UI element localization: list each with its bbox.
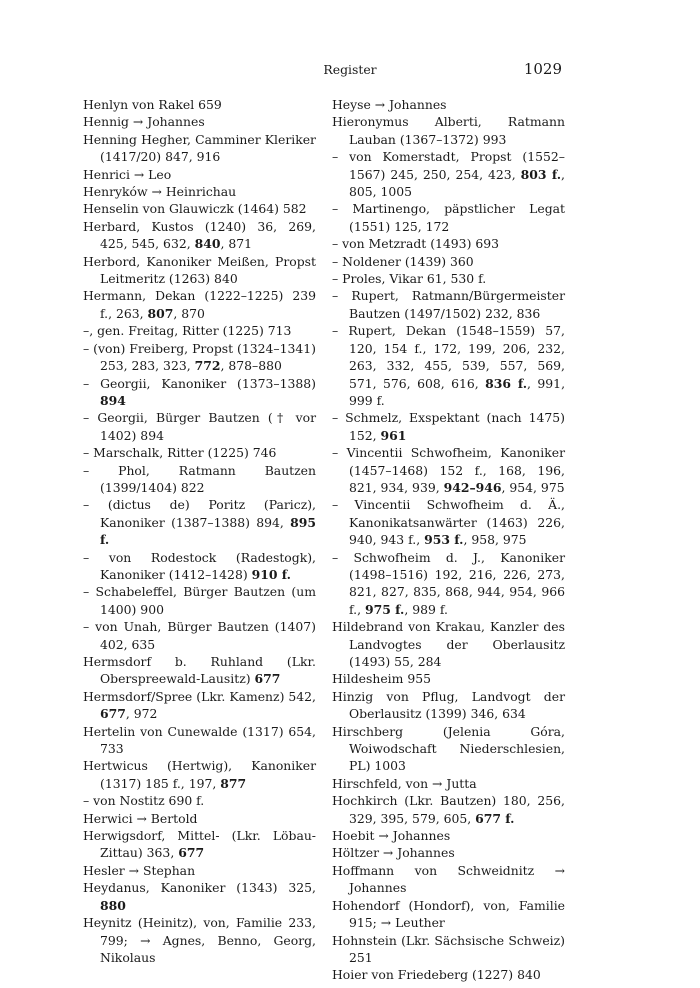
entry-text: , 871 (220, 236, 252, 252)
main-reference-page: 803 f. (520, 166, 562, 182)
entry-text: Hoffmann von Schweidnitz → Johannes (332, 862, 565, 896)
entry-text: , 870 (173, 305, 205, 321)
index-entry (83, 688, 316, 723)
entry-text: – Rupert, Ratmann/Bürgermeister Bautzen (1497/1502) 232, 836 (332, 288, 565, 321)
entry-text: – Schmelz, Exspektant (nach 1475) 152, (332, 410, 565, 443)
index-entry (83, 253, 316, 288)
entry-text: Hermann, Dekan (1222–1225) 239 f., 263, (83, 288, 316, 321)
index-entry (83, 549, 316, 584)
index-entry (332, 444, 565, 496)
index-entry (83, 914, 316, 966)
index-entry (332, 148, 565, 200)
entry-text: Herbord, Kanoniker Meißen, Propst Leitmeritz (1263) 840 (83, 253, 316, 287)
entry-text: Herbard, Kustos (1240) 36, 269, 425, 545, 632, (83, 218, 316, 252)
main-reference-page: 677 (100, 706, 126, 722)
entry-text: Hoebit → Johannes (332, 828, 451, 844)
entry-text: Hertwicus (Hertwig), Kanoniker (1317) 185 f., 197, (83, 758, 316, 791)
entry-text: – von Rodestock (Radestogk), Kanoniker (1412–1428) (83, 549, 316, 582)
index-entry (83, 827, 316, 862)
index-entry (83, 340, 316, 375)
entry-text: Hirschfeld, von → Jutta (332, 775, 477, 791)
entry-text: – Phol, Ratmann Bautzen (1399/1404) 822 (83, 462, 316, 495)
entry-text: – von Metzradt (1493) 693 (332, 236, 499, 252)
running-header: Register (323, 62, 377, 77)
entry-text: Herwici → Bertold (83, 810, 198, 826)
entry-text: – Georgii, Bürger Bautzen († vor 1402) 894 (83, 410, 316, 443)
main-reference-page: 895 f. (100, 514, 316, 548)
entry-text: Hieronymus Alberti, Ratmann Lauban (1367–1372) 993 (332, 114, 565, 147)
index-entry (332, 723, 565, 775)
index-entry (332, 113, 565, 148)
index-entry (83, 618, 316, 653)
index-column-right (332, 96, 565, 984)
entry-text: – Martinengo, päpstlicher Legat (1551) 125, 172 (332, 201, 565, 234)
entry-text: Henryków → Heinrichau (83, 184, 237, 200)
entry-text: , 991, 999 f. (349, 375, 566, 408)
index-entry (332, 792, 565, 827)
index-entry (332, 270, 565, 287)
index-entry (332, 409, 565, 444)
index-entry (332, 618, 565, 670)
index-entry (332, 827, 565, 844)
main-reference-page: 807 (147, 305, 174, 321)
index-entry (83, 810, 316, 827)
entry-text: – Rupert, Dekan (1548–1559) 57, 120, 154 f., 172, 199, 206, 232, 263, 332, 455, 539, 557, 569, 571, 576, 608, 616, (332, 323, 565, 391)
main-reference-page: 942–946 (443, 479, 502, 495)
entry-text: , 989 f. (404, 601, 448, 617)
entry-text: – (von) Freiberg, Propst (1324–1341) 253, 283, 323, (83, 340, 316, 374)
entry-text: – Schwofheim d. J., Kanoniker (1498–1516) 192, 216, 226, 273, 821, 827, 835, 868, 944, 954, 966 f., (332, 549, 565, 617)
index-entry (83, 218, 316, 253)
index-entry (332, 96, 565, 113)
entry-text: – Schabeleffel, Bürger Bautzen (um 1400) 900 (83, 584, 316, 617)
index-entry (332, 287, 565, 322)
entry-text: , 972 (125, 706, 158, 722)
entry-text: Heydanus, Kanoniker (1343) 325, (83, 880, 316, 896)
entry-text: Hildebrand von Krakau, Kanzler des Landvogtes der Oberlausitz (1493) 55, 284 (332, 619, 565, 669)
entry-text: Hesler → Stephan (83, 862, 196, 878)
main-reference-page: 677 (254, 671, 281, 687)
entry-text: , 805, 1005 (349, 166, 565, 200)
page-number: 1029 (523, 60, 562, 78)
main-reference-page: 677 (178, 845, 205, 861)
main-reference-page: 910 f. (251, 566, 291, 582)
entry-text: Hinzig von Pflug, Landvogt der Oberlausitz (1399) 346, 634 (332, 688, 565, 722)
entry-text: – Vincentii Schwofheim, Kanoniker (1457–1468) 152 f., 168, 196, 821, 934, 939, (332, 445, 565, 495)
entry-text: Höltzer → Johannes (332, 845, 455, 861)
index-entry (83, 375, 316, 410)
index-entry (83, 183, 316, 200)
entry-text: Hohendorf (Hondorf), von, Familie 915; → Leuther (332, 897, 565, 931)
index-entry (332, 549, 565, 619)
index-entry (332, 670, 565, 687)
index-entry (83, 723, 316, 758)
entry-text: – von Komerstadt, Propst (1552–1567) 245, 250, 254, 423, (332, 149, 565, 182)
entry-text: Hoier von Friedeberg (1227) 840 (332, 967, 541, 983)
entry-text: Henrici → Leo (83, 166, 172, 182)
entry-text: Hohnstein (Lkr. Sächsische Schweiz) 251 (332, 932, 565, 965)
main-reference-page: 961 (380, 427, 407, 443)
index-entry (83, 200, 316, 217)
main-reference-page: 880 (100, 897, 126, 913)
entry-text: , 954, 975 (501, 479, 565, 495)
index-entry (83, 862, 316, 879)
index-entry (83, 322, 316, 339)
entry-text: Henselin von Glauwiczk (1464) 582 (83, 201, 307, 217)
index-entry (332, 862, 565, 897)
index-entry (83, 879, 316, 914)
index-entry (332, 253, 565, 270)
index-entry (332, 496, 565, 548)
index-entry (83, 583, 316, 618)
entry-text: Hertelin von Cunewalde (1317) 654, 733 (83, 723, 316, 757)
entry-text: Heynitz (Heinitz), von, Familie 233, 799; → Agnes, Benno, Georg, Nikolaus (83, 915, 316, 965)
index-entry (83, 113, 316, 130)
index-entry (83, 409, 316, 444)
entry-text: Hennig → Johannes (83, 114, 205, 130)
index-entry (332, 966, 565, 983)
entry-text: Hermsdorf/Spree (Lkr. Kamenz) 542, (83, 688, 316, 704)
main-reference-page: 836 f. (485, 375, 528, 391)
index-entry (332, 235, 565, 252)
index-entry (83, 166, 316, 183)
entry-text: – (dictus de) Poritz (Paricz), Kanoniker (1387–1388) 894, (83, 497, 316, 530)
entry-text: Henlyn von Rakel 659 (83, 97, 222, 112)
entry-text: Herwigsdorf, Mittel- (Lkr. Löbau-Zittau) 363, (83, 828, 316, 861)
entry-text: Hirschberg (Jelenia Góra, Woiwodschaft Niederschlesien, PL) 1003 (332, 723, 565, 774)
index-entry (332, 932, 565, 967)
index-entry (83, 653, 316, 688)
entry-text: – Georgii, Kanoniker (1373–1388) (83, 375, 316, 391)
entry-text: Hermsdorf b. Ruhland (Lkr. Oberspreewald-Lausitz) (83, 654, 316, 687)
index-entry (83, 496, 316, 548)
entry-text: – Marschalk, Ritter (1225) 746 (83, 445, 277, 461)
index-entry (83, 131, 316, 166)
entry-text: – von Unah, Bürger Bautzen (1407) 402, 635 (83, 619, 316, 652)
main-reference-page: 840 (194, 236, 221, 252)
index-entry (83, 444, 316, 461)
main-reference-page: 953 f. (424, 532, 464, 548)
index-entry (83, 462, 316, 497)
index-column-left (83, 96, 316, 966)
index-entry (332, 688, 565, 723)
index-entry (332, 897, 565, 932)
entry-text: Heyse → Johannes (332, 97, 447, 112)
index-entry (83, 757, 316, 792)
main-reference-page: 894 (100, 392, 126, 408)
index-entry (332, 775, 565, 792)
index-entry (332, 200, 565, 235)
entry-text: – von Nostitz 690 f. (83, 793, 205, 809)
entry-text: , 878–880 (220, 358, 282, 374)
entry-text: Henning Hegher, Camminer Kleriker (1417/20) 847, 916 (83, 131, 316, 165)
main-reference-page: 772 (194, 358, 221, 374)
index-entry (332, 322, 565, 409)
main-reference-page: 975 f. (364, 601, 405, 617)
entry-text: – Vincentii Schwofheim d. Ä., Kanonikatsanwärter (1463) 226, 940, 943 f., (332, 497, 565, 548)
index-entry (83, 96, 316, 113)
main-reference-page: 877 (220, 775, 247, 791)
entry-text: , 958, 975 (463, 532, 527, 548)
entry-text: –, gen. Freitag, Ritter (1225) 713 (83, 323, 292, 339)
main-reference-page: 677 f. (475, 810, 515, 826)
entry-text: – Proles, Vikar 61, 530 f. (332, 271, 487, 287)
index-entry (83, 287, 316, 322)
index-entry (332, 844, 565, 861)
index-entry (83, 792, 316, 809)
entry-text: Hochkirch (Lkr. Bautzen) 180, 256, 329, 395, 579, 605, (332, 793, 565, 826)
entry-text: Hildesheim 955 (332, 671, 431, 687)
entry-text: – Noldener (1439) 360 (332, 253, 474, 269)
